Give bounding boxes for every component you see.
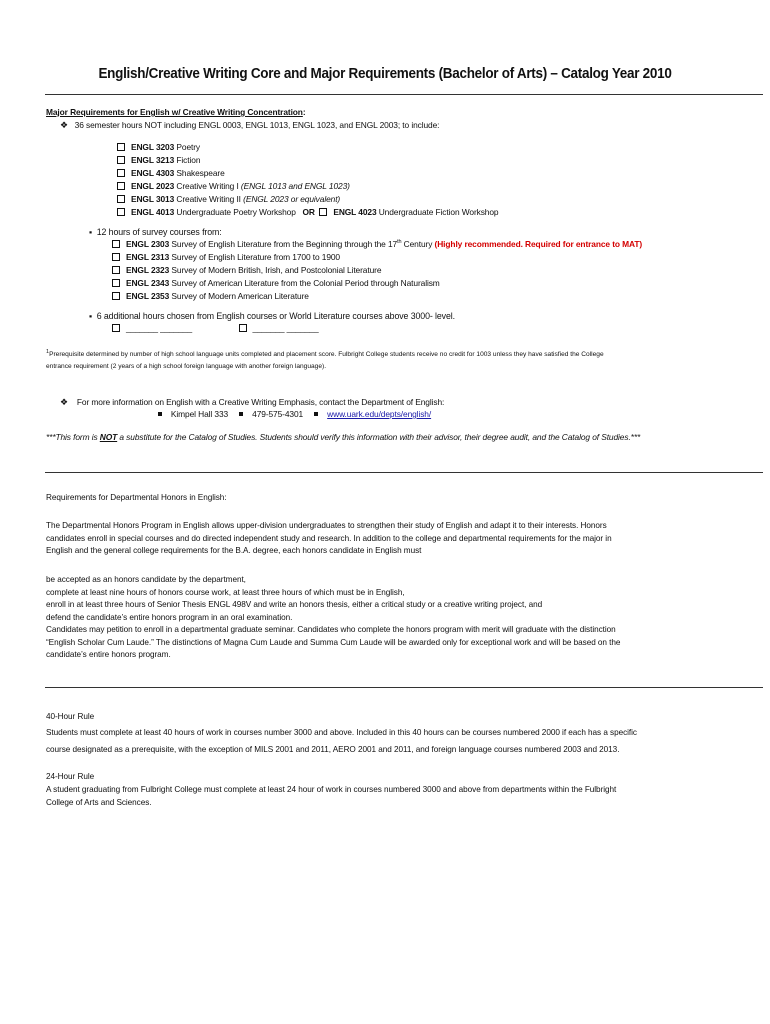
diamond-bullet-icon: ❖: [60, 397, 68, 407]
contact-info: ❖ For more information on English with a Creative Writing Emphasis, contact the Department of English:: [60, 397, 445, 407]
list-item: ENGL 3203 Poetry: [117, 141, 498, 154]
checkbox-icon[interactable]: [117, 169, 125, 177]
list-item: ENGL 4303 Shakespeare: [117, 167, 498, 180]
rule24-heading: 24-Hour Rule: [46, 772, 95, 781]
rule40-text: Students must complete at least 40 hours of work in courses number 3000 and above. Included in this 40 hours can be courses numbered 2000 if each has a specific course designated as a prerequisite, with the exception of MILS 2001 and 2011, AERO 2001 and 2011, and foreign language courses numbered 2003 and 2013.: [46, 728, 637, 754]
list-item: ENGL 2343 Survey of American Literature from the Colonial Period through Naturalism: [112, 277, 642, 290]
blank-field[interactable]: _______ _______: [252, 323, 319, 333]
department-link[interactable]: www.uark.edu/depts/english/: [327, 409, 432, 419]
list-item: enroll in at least three hours of Senior Thesis ENGL 498V and write an honors thesis, either a critical study or a creative writing project, and: [46, 600, 543, 609]
contact-phone: 479-575-4301: [252, 409, 304, 419]
honors-heading: Requirements for Departmental Honors in English:: [46, 493, 227, 502]
list-item: ENGL 3013 Creative Writing II (ENGL 2023 or equivalent): [117, 193, 498, 206]
list-item: ENGL 2313 Survey of English Literature from 1700 to 1900: [112, 251, 642, 264]
list-item-or: ENGL 4013 Undergraduate Poetry Workshop OR ENGL 4023 Undergraduate Fiction Workshop: [117, 206, 498, 219]
checkbox-icon[interactable]: [239, 324, 247, 332]
square-bullet-icon: [158, 412, 162, 416]
footnote: $^1$Prerequisite determined by number of high school language units completed and placement score. Fulbright College students receive no credit for 1003 unless they have satisfied the College: [46, 348, 604, 358]
list-item: ENGL 3213 Fiction: [117, 154, 498, 167]
major-course-list: [117, 141, 498, 219]
list-item: ENGL 2353 Survey of Modern American Literature: [112, 290, 642, 303]
checkbox-icon[interactable]: [112, 324, 120, 332]
section-divider: [45, 472, 763, 473]
list-item: ENGL 2323 Survey of Modern British, Irish, and Postcolonial Literature: [112, 264, 642, 277]
list-item: defend the candidate’s entire honors program in an oral examination.: [46, 612, 293, 622]
list-item: ENGL 2303 Survey of English Literature from the Beginning through the 17th Century (Highly recommended. Required for entrance to MAT): [112, 238, 642, 251]
contact-details: [158, 409, 431, 420]
checkbox-icon[interactable]: [112, 240, 120, 248]
major-hours: ❖ 36 semester hours NOT including ENGL 0003, ENGL 1013, ENGL 1023, and ENGL 2003; to include:: [60, 120, 440, 130]
diamond-bullet-icon: ❖: [60, 120, 68, 130]
checkbox-icon[interactable]: [112, 292, 120, 300]
list-item: ENGL 2023 Creative Writing I (ENGL 1013 and ENGL 1023): [117, 180, 498, 193]
rule24-text: A student graduating from Fulbright College must complete at least 24 hour of work in courses numbered 3000 and above from departments within the Fulbright College of Arts and Sciences.: [46, 785, 617, 807]
checkbox-icon[interactable]: [112, 253, 120, 261]
checkbox-icon[interactable]: [112, 266, 120, 274]
list-item: be accepted as an honors candidate by the department,: [46, 575, 246, 584]
honors-intro: The Departmental Honors Program in English allows upper-division undergraduates to strengthen their study of English and adapt it to their interests. Honors candidates enroll in special courses and do directed independent study and research. In addition to the college and departmental requirements for the major in English and the general college requirements for the B.A. degree, each honors candidate in English must: [46, 521, 612, 555]
checkbox-icon[interactable]: [117, 182, 125, 190]
additional-blanks: [112, 323, 319, 334]
checkbox-icon[interactable]: [112, 279, 120, 287]
checkbox-icon[interactable]: [319, 208, 327, 216]
checkbox-icon[interactable]: [117, 208, 125, 216]
page-title: English/Creative Writing Core and Major Requirements (Bachelor of Arts) – Catalog Year 2010: [98, 66, 672, 82]
contact-office: Kimpel Hall 333: [170, 409, 229, 419]
survey-intro: ▪ 12 hours of survey courses from:: [89, 227, 222, 237]
footnote-line2: entrance requirement (2 years of a high school foreign language with another foreign language).: [46, 363, 327, 370]
survey-course-list: [112, 238, 642, 303]
additional-hours: ▪ 6 additional hours chosen from English courses or World Literature courses above 3000- level.: [89, 311, 455, 321]
square-bullet-icon: [314, 412, 318, 416]
major-heading: Major Requirements for English w/ Creative Writing Concentration:: [46, 107, 306, 117]
section-divider: [45, 687, 763, 688]
title-rule: [45, 94, 763, 95]
square-bullet-icon: [239, 412, 243, 416]
checkbox-icon[interactable]: [117, 143, 125, 151]
checkbox-icon[interactable]: [117, 195, 125, 203]
disclaimer: ***This form is NOT a substitute for the Catalog of Studies. Students should verify this information with their advisor, their degree audit, and the Catalog of Studies.***: [46, 432, 641, 442]
list-item: complete at least nine hours of honors course work, at least three hours of which must be in English,: [46, 587, 405, 597]
honors-list: be accepted as an honors candidate by the department, complete at least nine hours of honors course work, at least three hours of which must be in English, enroll in at least three hours of Senior Thesis ENGL 498V and write an honors thesis, either a critical study or a creative writing project, and defend the candidate’s entire honors program in an oral examination. Candidates may petition to enroll in a departmental graduate seminar. Candidates who complete the honors program with merit will graduate with the distinction “English Scholar Cum Laude.” The distinctions of Magna Cum Laude and Summa Cum Laude will be awarded only for exceptional work and will be based on the candidate’s entire honors program.: [46, 574, 766, 662]
checkbox-icon[interactable]: [117, 156, 125, 164]
rule40-heading: 40-Hour Rule: [46, 712, 95, 721]
blank-field[interactable]: _______ _______: [126, 323, 193, 333]
